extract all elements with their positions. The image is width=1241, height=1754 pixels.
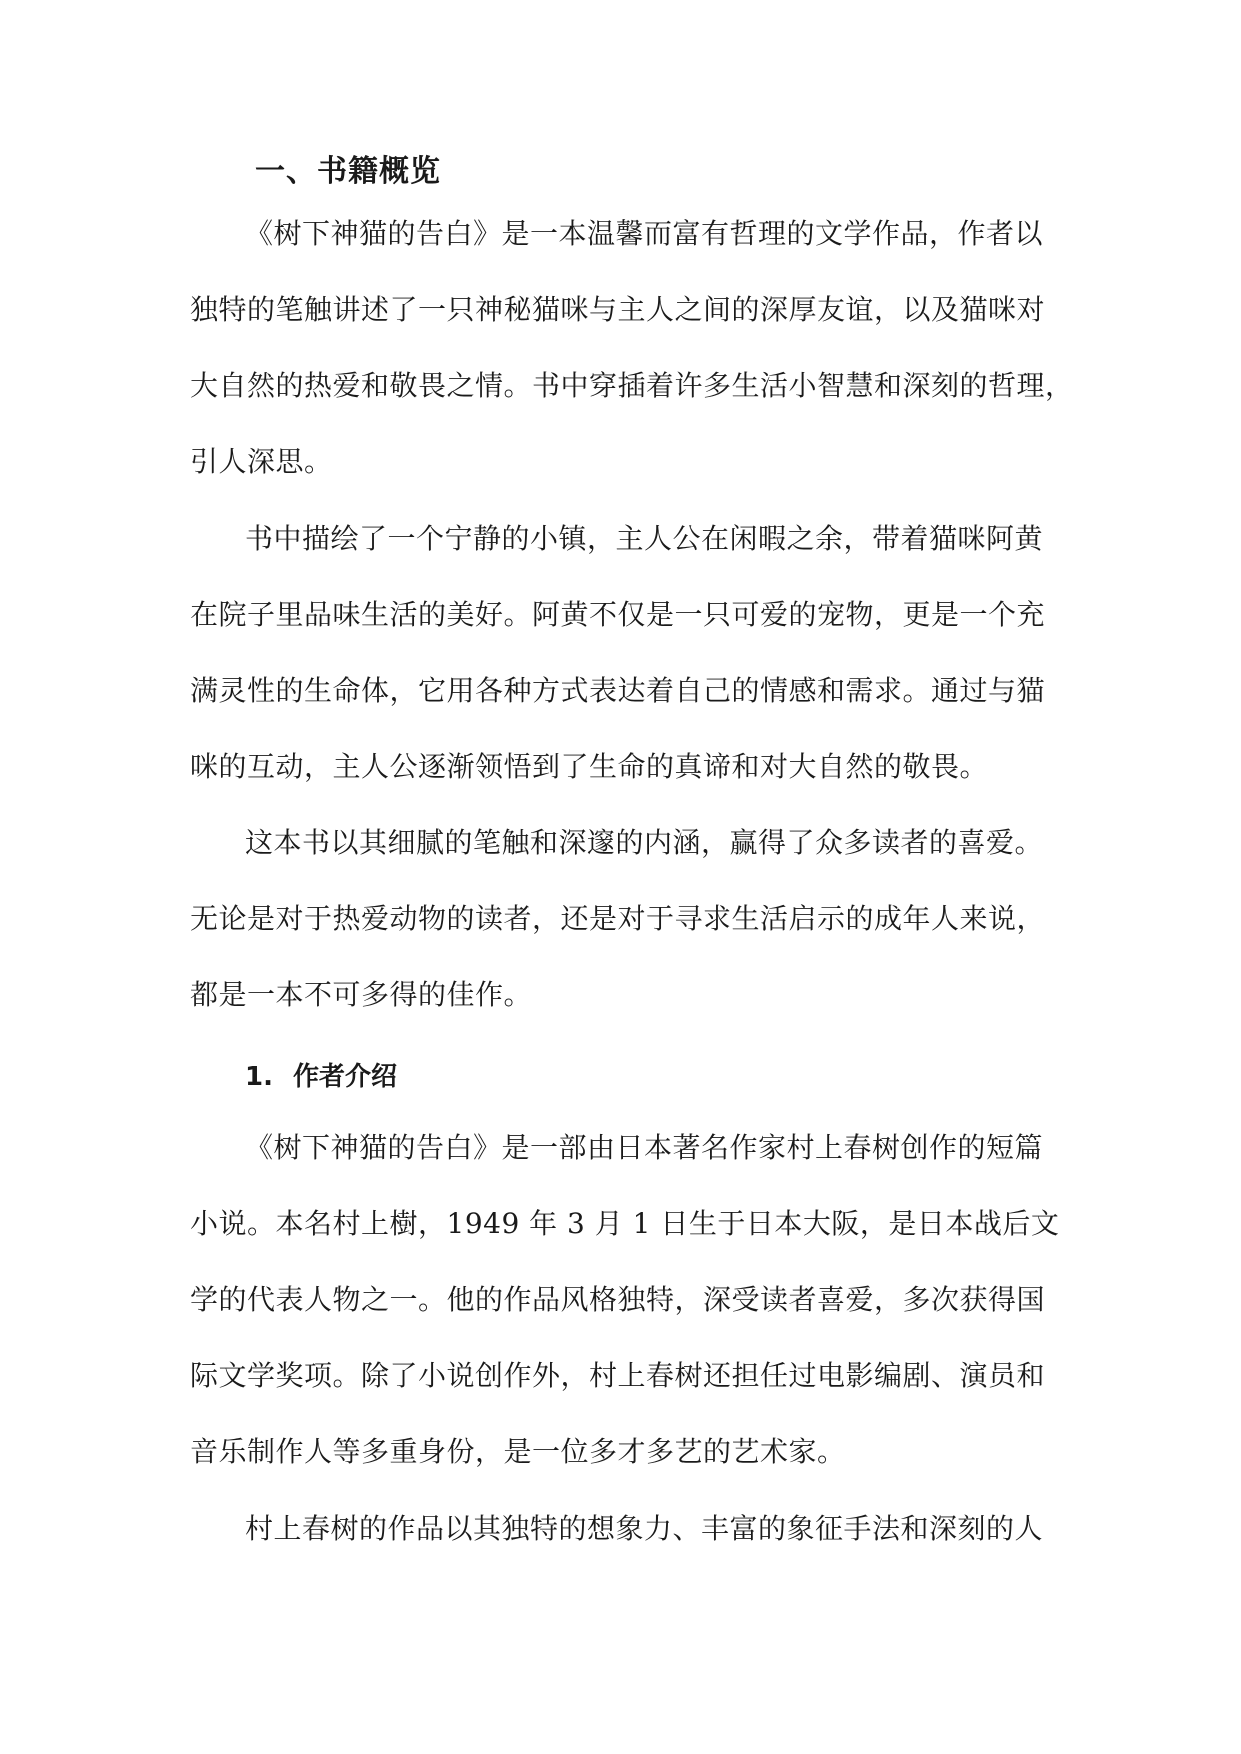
author-line: 际文学奖项。除了小说创作外，村上春树还担任过电影编剧、演员和	[190, 1359, 1046, 1392]
subsection-number: 1.	[245, 1062, 273, 1092]
overview-line: 这本书以其细腻的笔触和深邃的内涵，赢得了众多读者的喜爱。	[245, 826, 1044, 859]
overview-line: 独特的笔触讲述了一只神秘猫咪与主人之间的深厚友谊，以及猫咪对	[190, 293, 1046, 326]
overview-line: 引人深思。	[190, 445, 333, 478]
overview-line: 大自然的热爱和敬畏之情。书中穿插着许多生活小智慧和深刻的哲理，	[190, 369, 1074, 402]
overview-line: 在院子里品味生活的美好。阿黄不仅是一只可爱的宠物，更是一个充	[190, 598, 1046, 631]
author-line: 学的代表人物之一。他的作品风格独特，深受读者喜爱，多次获得国	[190, 1283, 1046, 1316]
subsection-heading	[245, 1059, 397, 1095]
overview-line: 满灵性的生命体，它用各种方式表达着自己的情感和需求。通过与猫	[190, 674, 1046, 707]
author-line: 《树下神猫的告白》是一部由日本著名作家村上春树创作的短篇	[245, 1131, 1044, 1164]
section-heading: 一、书籍概览	[255, 154, 441, 189]
author-line: 村上春树的作品以其独特的想象力、丰富的象征手法和深刻的人	[245, 1512, 1044, 1545]
subsection-title: 作者介绍	[292, 1062, 397, 1092]
author-line: 小说。本名村上樹，1949 年 3 月 1 日生于日本大阪，是日本战后文	[190, 1207, 1060, 1240]
overview-line: 咪的互动，主人公逐渐领悟到了生命的真谛和对大自然的敬畏。	[190, 750, 989, 783]
overview-line: 《树下神猫的告白》是一本温馨而富有哲理的文学作品，作者以	[245, 217, 1044, 250]
overview-line: 无论是对于热爱动物的读者，还是对于寻求生活启示的成年人来说，	[190, 902, 1046, 935]
overview-line: 书中描绘了一个宁静的小镇，主人公在闲暇之余，带着猫咪阿黄	[245, 522, 1044, 555]
author-line: 音乐制作人等多重身份，是一位多才多艺的艺术家。	[190, 1435, 846, 1468]
overview-line: 都是一本不可多得的佳作。	[190, 978, 533, 1011]
